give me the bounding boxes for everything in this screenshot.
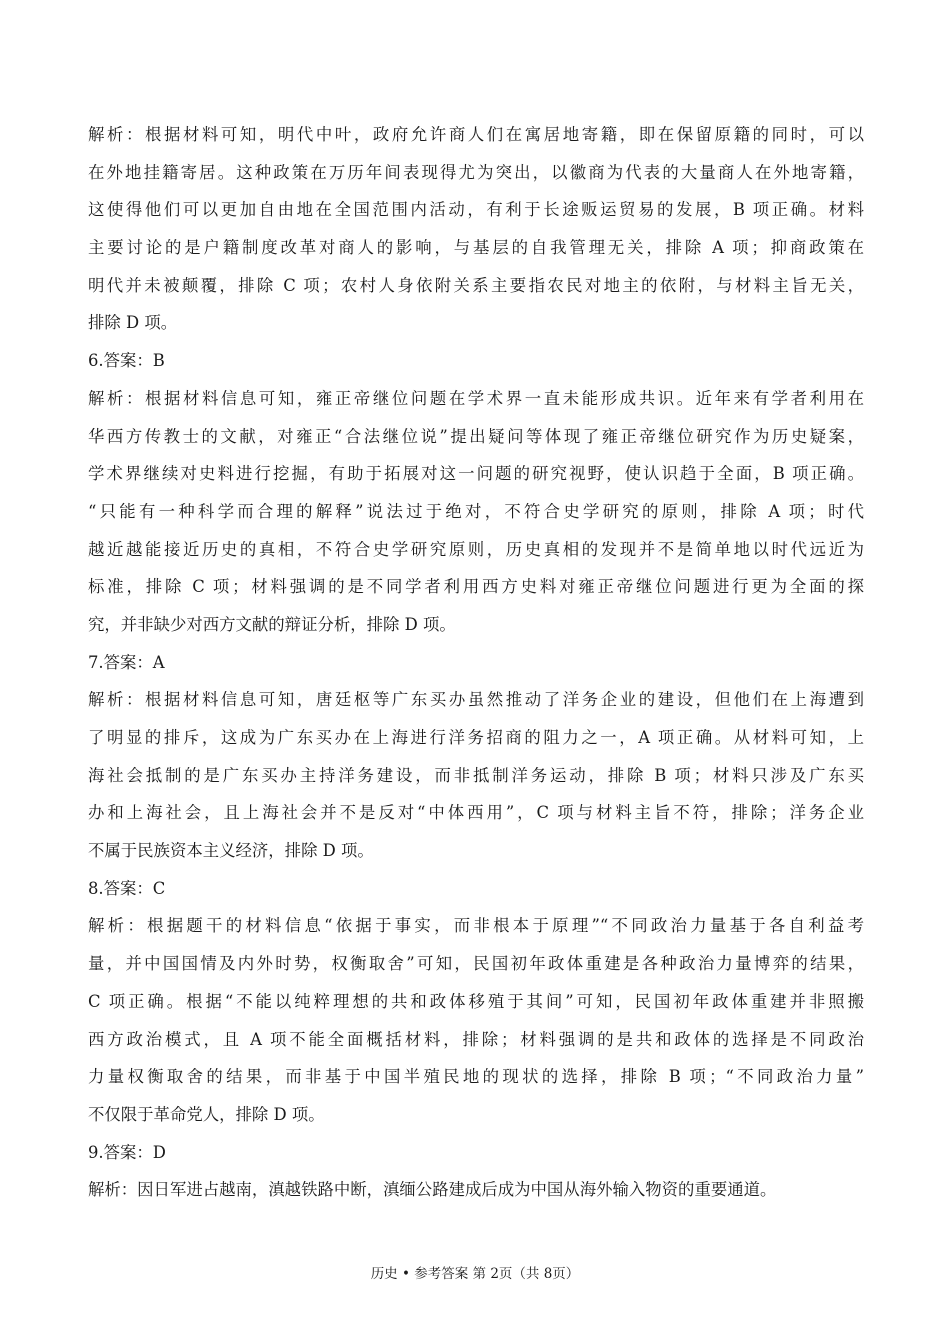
paragraph bbox=[88, 681, 864, 869]
text-line: “只能有一种科学而合理的解释”说法过于绝对，不符合史学研究的原则，排除 A 项；时代 bbox=[88, 501, 864, 521]
text-line: 这使得他们可以更加自由地在全国范围内活动，有利于长途贩运贸易的发展，B 项正确。材料 bbox=[88, 200, 864, 220]
text-line: 华西方传教士的文献，对雍正“合法继位说”提出疑问等体现了雍正帝继位研究作为历史疑案， bbox=[88, 426, 864, 446]
text-line: 越近越能接近历史的真相，不符合史学研究原则，历史真相的发现并不是简单地以时代远近为 bbox=[88, 539, 864, 559]
page-footer: 历史 • 参考答案 第 2页（共 8页） bbox=[370, 1266, 580, 1282]
text-line: 力量权衡取舍的结果，而非基于中国半殖民地的现状的选择，排除 B 项；“不同政治力量” bbox=[88, 1067, 864, 1087]
text-line: 9.答案：D bbox=[88, 1142, 166, 1162]
paragraph bbox=[88, 907, 864, 1133]
paragraph bbox=[88, 1134, 864, 1172]
text-line: 解析：根据材料信息可知，唐廷枢等广东买办虽然推动了洋务企业的建设，但他们在上海遭到 bbox=[88, 690, 864, 710]
paragraph bbox=[88, 644, 864, 682]
text-line: 排除 D 项。 bbox=[88, 313, 178, 333]
text-line: 究，并非缺少对西方文献的辩证分析，排除 D 项。 bbox=[88, 614, 456, 634]
text-line: 海社会抵制的是广东买办主持洋务建设，而非抵制洋务运动，排除 B 项；材料只涉及广东买 bbox=[88, 765, 864, 785]
text-line: 不属于民族资本主义经济，排除 D 项。 bbox=[88, 841, 374, 861]
text-line: 解析：根据题干的材料信息“依据于事实，而非根本于原理”“不同政治力量基于各自利益考 bbox=[88, 916, 864, 936]
text-line: 8.答案：C bbox=[88, 878, 166, 898]
text-line: 解析：因日军进占越南，滇越铁路中断，滇缅公路建成后成为中国从海外输入物资的重要通道。 bbox=[88, 1180, 777, 1200]
paragraph bbox=[88, 116, 864, 342]
text-line: 学术界继续对史料进行挖掘，有助于拓展对这一问题的研究视野，使认识趋于全面，B 项正确。 bbox=[88, 464, 864, 484]
text-line: C 项正确。根据“不能以纯粹理想的共和政体移殖于其间”可知，民国初年政体重建并非照搬 bbox=[88, 991, 864, 1011]
text-line: 办和上海社会，且上海社会并不是反对“中体西用”，C 项与材料主旨不符，排除；洋务企业 bbox=[88, 803, 864, 823]
text-line: 标准，排除 C 项；材料强调的是不同学者利用西方史料对雍正帝继位问题进行更为全面的探 bbox=[88, 577, 864, 597]
answer-analysis-text bbox=[88, 116, 864, 1209]
paragraph bbox=[88, 380, 864, 644]
text-line: 解析：根据材料信息可知，雍正帝继位问题在学术界一直未能形成共识。近年来有学者利用在 bbox=[88, 388, 864, 408]
paragraph bbox=[88, 870, 864, 908]
text-line: 明代并未被颠覆，排除 C 项；农村人身依附关系主要指农民对地主的依附，与材料主旨无关， bbox=[88, 275, 864, 295]
paragraph bbox=[88, 1171, 864, 1209]
text-line: 不仅限于革命党人，排除 D 项。 bbox=[88, 1104, 325, 1124]
text-line: 主要讨论的是户籍制度改革对商人的影响，与基层的自我管理无关，排除 A 项；抑商政策在 bbox=[88, 238, 864, 258]
text-line: 西方政治模式，且 A 项不能全面概括材料，排除；材料强调的是共和政体的选择是不同政治 bbox=[88, 1029, 864, 1049]
text-line: 解析：根据材料可知，明代中叶，政府允许商人们在寓居地寄籍，即在保留原籍的同时，可以 bbox=[88, 125, 864, 144]
text-line: 6.答案：B bbox=[88, 351, 165, 371]
text-line: 量，并中国国情及内外时势，权衡取舍”可知，民国初年政体重建是各种政治力量博弈的结果， bbox=[88, 954, 864, 974]
text-line: 了明显的排斥，这成为广东买办在上海进行洋务招商的阻力之一，A 项正确。从材料可知，上 bbox=[88, 728, 864, 747]
text-line: 7.答案：A bbox=[88, 652, 165, 672]
paragraph bbox=[88, 342, 864, 380]
text-line: 在外地挂籍寄居。这种政策在万历年间表现得尤为突出，以徽商为代表的大量商人在外地寄籍， bbox=[88, 162, 864, 182]
